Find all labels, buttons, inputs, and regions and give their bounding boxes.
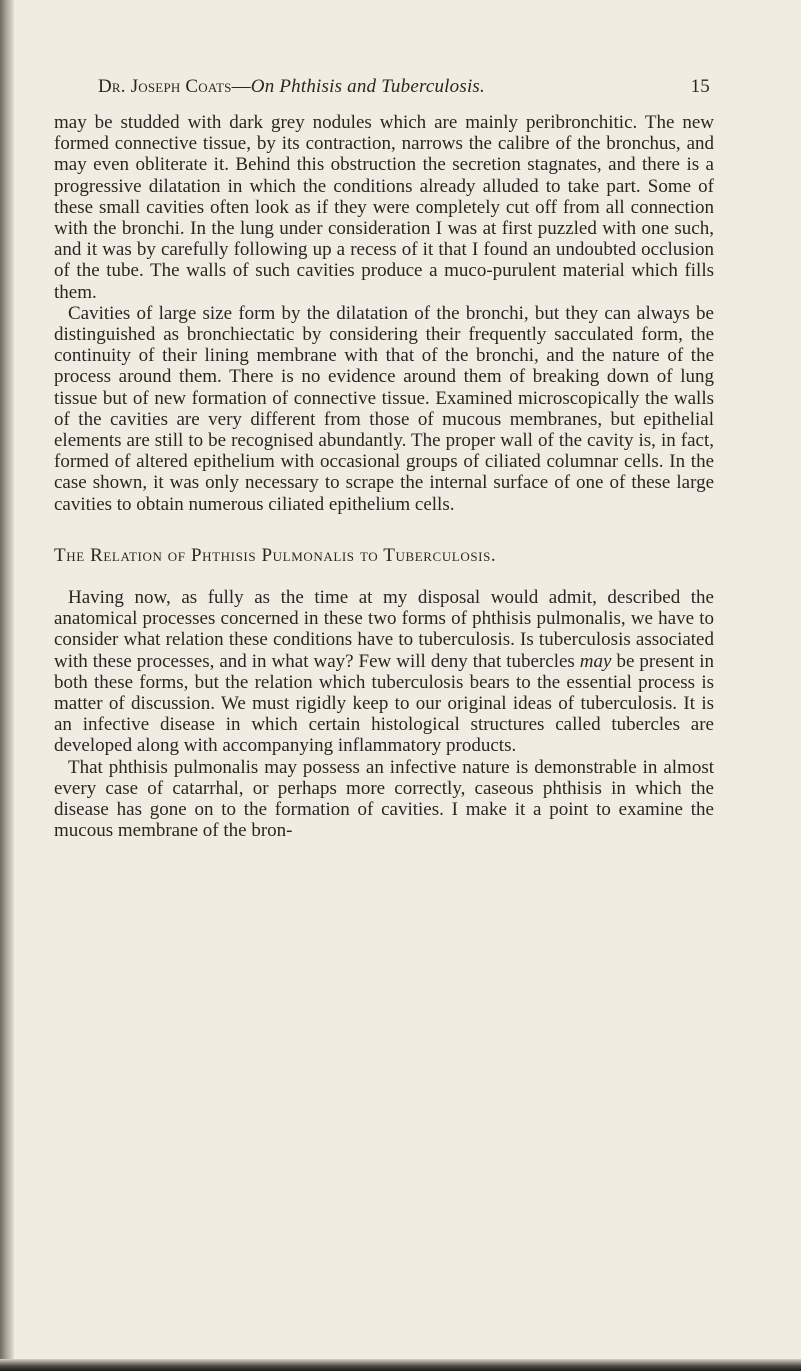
book-gutter-shadow xyxy=(0,0,14,1371)
running-head xyxy=(98,76,710,106)
running-head-title xyxy=(98,76,485,98)
paragraph-relation-part2: be present in both these forms, but the relation which tuberculosis bears to the essential process is matter of discussion. We must rigidly keep to our original ideas of tuberculosis. It is an infective disease in which certain histological structures called tubercles are developed along with accompanying inflammatory products. xyxy=(54,650,715,757)
section-heading: The Relation of Phthisis Pulmonalis to Tuberculosis. xyxy=(54,544,497,566)
paragraph-relation-part1: Having now, as fully as the time at my disposal would admit, described the anatomical processes concerned in these two forms of phthisis pulmonalis, we have to consider what relation these conditions have to tuberculosis. Is tuberculosis associated with these processes, and in what way? Few will deny that tubercles xyxy=(54,587,714,672)
running-head-author: Dr. Joseph Coats— xyxy=(98,76,251,97)
body-text xyxy=(54,112,714,842)
running-head-subject: On Phthisis and Tuberculosis. xyxy=(250,76,485,97)
book-page xyxy=(54,76,714,842)
book-bottom-edge xyxy=(0,1359,801,1371)
paragraph-infective-nature: That phthisis pulmonalis may possess an infective nature is demonstrable in almost every case of catarrhal, or perhaps more correctly, caseous phthisis in which the disease has gone on to the formation of cavities. I make it a point to examine the mucous membrane of the bron- xyxy=(54,756,714,842)
paragraph-relation xyxy=(54,587,714,757)
paragraph-continued: may be studded with dark grey nodules which are mainly peribronchitic. The new formed connective tissue, by its contraction, narrows the calibre of the bronchus, and may even obliterate it. Behind this obstruction the secretion stagnates, and there is a progressive dilatation in which the conditions already alluded to take part. Some of these small cavities often look as if they were completely cut off from all connection with the bronchi. In the lung under consideration I was at first puzzled with one such, and it was by carefully following up a recess of it that I found an undoubted occlusion of the tube. The walls of such cavities produce a muco-purulent material which fills them. xyxy=(54,112,714,303)
paragraph-cavities: Cavities of large size form by the dilatation of the bronchi, but they can always be distinguished as bronchiectatic by considering their frequently sacculated form, the continuity of their lining membrane with that of the bronchi, and the nature of the process around them. There is no evidence around them of breaking down of lung tissue but of new formation of connective tissue. Examined microscopically the walls of the cavities are very different from those of mucous membranes, but epithelial elements are still to be recognised abundantly. The proper wall of the cavity is, in fact, formed of altered epithelium with occasional groups of ciliated columnar cells. In the case shown, it was only necessary to scrape the internal surface of one of these large cavities to obtain numerous ciliated epithelium cells. xyxy=(54,302,714,515)
paragraph-relation-emphasis: may xyxy=(579,650,612,672)
page-number: 15 xyxy=(690,76,710,97)
